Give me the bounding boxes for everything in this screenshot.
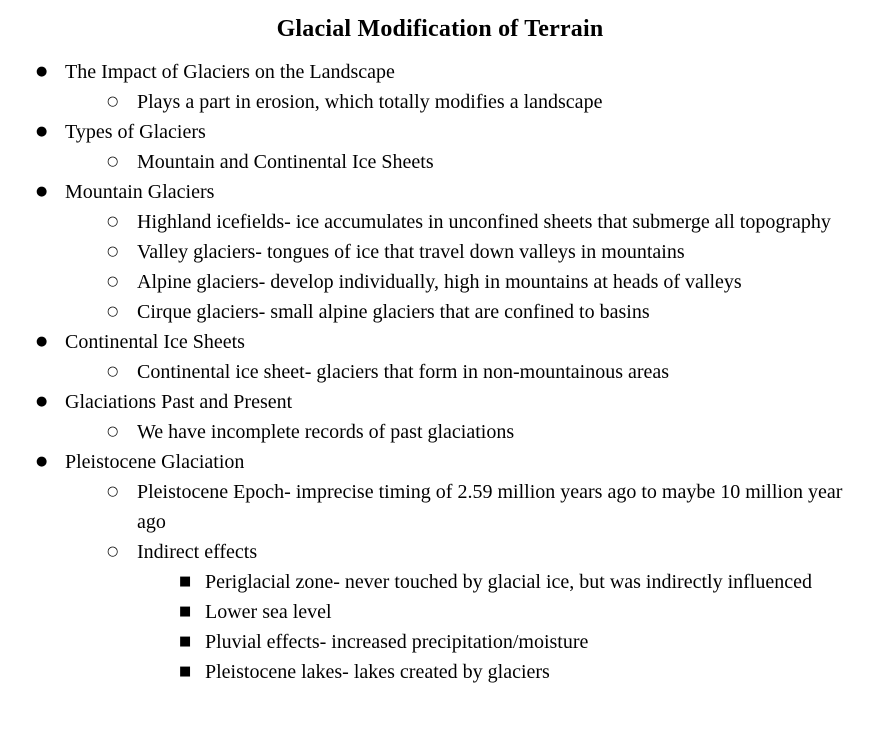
bullet-filled-square-icon: ■ [179,574,192,589]
bullet-hollow-circle-icon: ○ [107,544,119,559]
bullet-hollow-circle-icon: ○ [107,154,119,169]
outline-item [0,267,858,297]
outline-item [0,357,858,387]
bullet-hollow-circle-icon: ○ [107,214,119,229]
bullet-filled-circle-icon: ● [36,124,48,139]
outline-item-text: Alpine glaciers- develop individually, high in mountains at heads of valleys [137,271,742,293]
outline-item [0,567,858,597]
outline-item [0,237,858,267]
bullet-filled-square-icon: ■ [179,604,192,619]
outline-item [0,597,858,627]
bullet-hollow-circle-icon: ○ [107,244,119,259]
outline-item-text: Types of Glaciers [65,121,206,143]
bullet-filled-circle-icon: ● [36,454,48,469]
outline-item-text: Pluvial effects- increased precipitation/moisture [205,631,589,653]
bullet-hollow-circle-icon: ○ [107,304,119,319]
outline-item [0,87,858,117]
outline-item-text: Glaciations Past and Present [65,391,293,413]
outline-item [0,657,858,687]
bullet-filled-circle-icon: ● [36,334,48,349]
outline-item [0,477,858,537]
bullet-hollow-circle-icon: ○ [107,274,119,289]
outline-item [0,117,858,147]
outline-item-text: Continental Ice Sheets [65,331,245,353]
outline-item-text: Lower sea level [205,601,332,623]
outline-list [0,57,858,687]
outline-item [0,297,858,327]
bullet-filled-circle-icon: ● [36,394,48,409]
outline-item [0,387,858,417]
bullet-filled-circle-icon: ● [36,64,48,79]
outline-item-text: Indirect effects [137,541,258,563]
outline-item-text: We have incomplete records of past glaciations [137,421,515,443]
outline-item-text: The Impact of Glaciers on the Landscape [65,61,395,83]
outline-item [0,177,858,207]
bullet-hollow-circle-icon: ○ [107,484,119,499]
bullet-hollow-circle-icon: ○ [107,364,119,379]
bullet-filled-square-icon: ■ [179,664,192,679]
outline-item [0,207,858,237]
bullet-filled-square-icon: ■ [179,634,192,649]
outline-item-text: Plays a part in erosion, which totally modifies a landscape [137,91,603,113]
outline-item [0,627,858,657]
outline-item [0,327,858,357]
outline-item [0,147,858,177]
outline-item [0,417,858,447]
outline-item [0,447,858,477]
bullet-hollow-circle-icon: ○ [107,424,119,439]
outline-item-text: Pleistocene Glaciation [65,451,245,473]
outline-item-text: Valley glaciers- tongues of ice that travel down valleys in mountains [137,241,685,263]
outline-item [0,57,858,87]
outline-item-text: Continental ice sheet- glaciers that form in non-mountainous areas [137,361,670,383]
outline-item-text: Pleistocene Epoch- imprecise timing of 2.59 million years ago to maybe 10 million year ago [137,481,843,533]
outline-item-text: Cirque glaciers- small alpine glaciers that are confined to basins [137,301,650,323]
outline-item-text: Highland icefields- ice accumulates in unconfined sheets that submerge all topography [137,211,831,233]
bullet-hollow-circle-icon: ○ [107,94,119,109]
outline-item [0,537,858,567]
outline-item-text: Mountain Glaciers [65,181,215,203]
outline-item-text: Mountain and Continental Ice Sheets [137,151,434,173]
outline-item-text: Pleistocene lakes- lakes created by glaciers [205,661,550,683]
bullet-filled-circle-icon: ● [36,184,48,199]
document-title: Glacial Modification of Terrain [276,16,604,42]
outline-item-text: Periglacial zone- never touched by glacial ice, but was indirectly influenced [205,571,812,593]
